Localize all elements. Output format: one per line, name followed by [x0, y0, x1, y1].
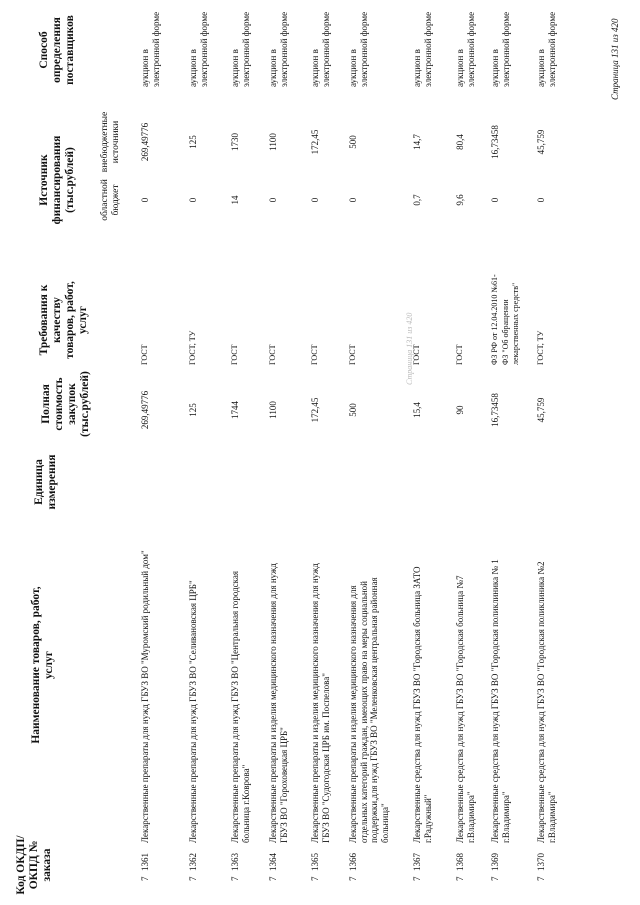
row-code: 7: [310, 876, 320, 881]
row-name: Лекарственные препараты для нужд ГБУЗ ВО "Муромский родильный дом": [140, 550, 150, 843]
row-name: Лекарственные средства для нужд ГБУЗ ВО "Городская больница №7 г.Владимира": [455, 575, 476, 843]
row-extrabudget: 500: [348, 135, 358, 149]
header-fin: Источник финансирования (тыс.рублей): [38, 135, 76, 225]
faded-watermark: Страница 131 из 420: [405, 312, 414, 385]
row-extrabudget: 125: [188, 135, 198, 149]
row-method: аукцион в электронной форме: [348, 11, 369, 87]
header-cost: Полная стоимость закупок (тыс.рублей): [40, 371, 91, 437]
row-method: аукцион в электронной форме: [230, 11, 251, 87]
row-regional: 0: [536, 197, 546, 203]
row-code: 7: [490, 876, 500, 881]
row-requirements: ГОСТ, ТУ: [536, 330, 545, 365]
row-code: 7: [348, 876, 358, 881]
row-requirements: ГОСТ: [348, 344, 357, 365]
row-method: аукцион в электронной форме: [536, 11, 557, 87]
row-requirements: ГОСТ: [412, 344, 421, 365]
row-name: Лекарственные препараты и изделия медицинского назначения для отдельных категорий граждан, имеющих право на меры социальной поддержки,для нужд ГБУЗ ВО "Меленковская центральная районная больница": [348, 577, 390, 843]
row-extrabudget: 1730: [230, 133, 240, 151]
header-fin-regional: областной бюджет: [100, 179, 121, 221]
row-name: Лекарственные препараты для нужд ГБУЗ ВО "Селивановская ЦРБ": [188, 580, 198, 843]
row-number: 1362: [188, 853, 198, 871]
row-cost: 125: [188, 403, 198, 417]
row-code: 7: [455, 876, 465, 881]
row-regional: 0: [348, 197, 358, 203]
row-name: Лекарственные препараты для нужд ГБУЗ ВО "Центральная городская больница г.Коврова": [230, 571, 251, 843]
row-cost: 269,49776: [140, 390, 150, 430]
row-extrabudget: 80,4: [455, 134, 465, 150]
row-cost: 1744: [230, 401, 240, 419]
row-cost: 16,73458: [490, 393, 500, 427]
row-number: 1369: [490, 853, 500, 871]
row-requirements: ГОСТ: [455, 344, 464, 365]
header-fin-extrabudget: внебюджетные источники: [100, 111, 121, 173]
row-number: 1365: [310, 853, 320, 871]
row-regional: 0: [310, 197, 320, 203]
row-cost: 45,759: [536, 397, 546, 423]
row-cost: 172,45: [310, 397, 320, 423]
row-extrabudget: 14,7: [412, 134, 422, 150]
row-regional: 0,7: [412, 194, 422, 206]
row-number: 1368: [455, 853, 465, 871]
row-requirements: ГОСТ: [140, 344, 149, 365]
row-requirements: ГОСТ, ТУ: [188, 330, 197, 365]
row-number: 1366: [348, 853, 358, 871]
row-number: 1364: [268, 853, 278, 871]
row-code: 7: [188, 876, 198, 881]
row-number: 1363: [230, 853, 240, 871]
row-method: аукцион в электронной форме: [455, 11, 476, 87]
row-code: 7: [268, 876, 278, 881]
row-number: 1367: [412, 853, 422, 871]
row-regional: 0: [268, 197, 278, 203]
header-unit: Единица измерения: [33, 454, 58, 510]
row-cost: 1100: [268, 401, 278, 419]
row-extrabudget: 172,45: [310, 129, 320, 155]
header-req: Требования к качеству товаров, работ, услуг: [38, 281, 89, 359]
row-extrabudget: 269,49776: [140, 122, 150, 162]
row-regional: 14: [230, 195, 240, 205]
page-footer: Страница 131 из 420: [610, 18, 620, 100]
header-name: Наименование товаров, работ, услуг: [30, 586, 55, 744]
row-name: Лекарственные препараты и изделия медицинского назначения для нужд ГБУЗ ВО "Судогодская ЦРБ им. Поспелова": [310, 563, 331, 843]
row-extrabudget: 1100: [268, 133, 278, 151]
row-regional: 9,6: [455, 194, 465, 206]
row-extrabudget: 45,759: [536, 129, 546, 155]
row-code: 7: [140, 876, 150, 881]
row-requirements: ГОСТ: [268, 344, 277, 365]
row-number: 1370: [536, 853, 546, 871]
row-number: 1361: [140, 853, 150, 871]
row-code: 7: [412, 876, 422, 881]
row-method: аукцион в электронной форме: [412, 11, 433, 87]
header-method: Способ определения поставщиков: [38, 15, 76, 85]
row-cost: 90: [455, 405, 465, 415]
row-name: Лекарственные средства для нужд ГБУЗ ВО "Городская поликлиника №2 г.Владимира": [536, 561, 557, 843]
row-cost: 500: [348, 403, 358, 417]
row-method: аукцион в электронной форме: [310, 11, 331, 87]
row-code: 7: [230, 876, 240, 881]
row-method: аукцион в электронной форме: [140, 11, 161, 87]
row-code: 7: [536, 876, 546, 881]
row-requirements: ФЗ РФ от 12.04.2010 №61-ФЗ "Об обращении лекарственных средств": [490, 274, 520, 365]
row-method: аукцион в электронной форме: [188, 11, 209, 87]
row-extrabudget: 16,73458: [490, 125, 500, 159]
header-code: Код ОКДП/ ОКПД № заказа: [15, 835, 53, 895]
row-name: Лекарственные средства для нужд ГБУЗ ВО "Городская поликлиника № 1 г.Владимира": [490, 559, 511, 843]
row-method: аукцион в электронной форме: [268, 11, 289, 87]
row-requirements: ГОСТ: [310, 344, 319, 365]
row-regional: 0: [140, 197, 150, 203]
row-name: Лекарственные средства для нужд ГБУЗ ВО "Городская больница ЗАТО г.Радужный": [412, 566, 433, 843]
row-name: Лекарственные препараты и изделия медицинского назначения для нужд ГБУЗ ВО "Гороховецкая ЦРБ": [268, 563, 289, 843]
row-regional: 0: [490, 197, 500, 203]
row-cost: 15,4: [412, 402, 422, 418]
row-regional: 0: [188, 197, 198, 203]
row-requirements: ГОСТ: [230, 344, 239, 365]
row-method: аукцион в электронной форме: [490, 11, 511, 87]
